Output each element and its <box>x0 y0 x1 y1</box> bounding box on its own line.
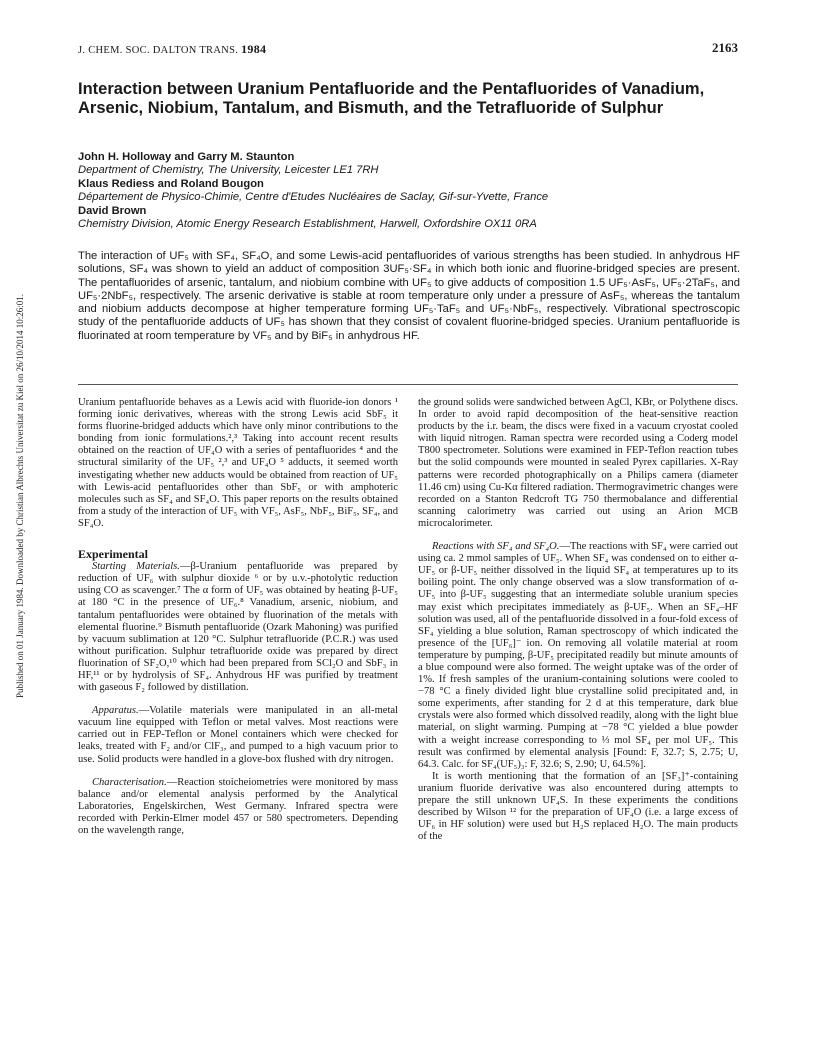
experimental-heading: Experimental <box>78 547 148 562</box>
journal-year: 1984 <box>241 42 267 56</box>
author-affiliation: Chemistry Division, Atomic Energy Research Establishment, Harwell, Oxfordshire OX11 0RA <box>78 218 537 231</box>
characterisation-paragraph <box>78 777 398 837</box>
author-names: John H. Holloway and Garry M. Staunton <box>78 151 295 163</box>
page-number: 2163 <box>712 40 738 55</box>
journal-title: J. CHEM. SOC. DALTON TRANS. <box>78 45 239 56</box>
author-block <box>78 151 738 231</box>
characterisation-text: —Reaction stoicheiometries were monitored by mass balance and/or elemental analysis performed by the Analytical Laboratories, Engelskirchen, West Germany. Infrared spectra were recorded with Perkin-Elmer model 457 or 580 spectrometers. Depending on the wavelength range, <box>78 776 398 836</box>
author-affiliation: Département de Physico-Chimie, Centre d'Etudes Nucléaires de Saclay, Gif-sur-Yvette, France <box>78 191 549 204</box>
reactions-text: —The reactions with SF₄ were carried out using ca. 2 mmol samples of UF₅. When SF₄ was condensed on to either α-UF₅ or β-UF₅ neither dissolved in the liquid SF₄ at temperatures up to its boiling point. The only change observed was a slow transformation of α-UF₅ into β-UF₅ suggesting that an intermediate soluble uranium species may exist which precipitates immediately as β-UF₅. When an SF₄–HF solution was used, all of the pentafluoride dissolved in a four-fold excess of SF₄ yielding a blue solution, Raman spectroscopy of which indicated the presence of the [UF₆]⁻ ion. On removing all volatile material at room temperature by pumping, β-UF₅ precipitated readily but minute amounts of a blue compound were also formed. The weight uptake was of the order of 1%. If fresh samples of the uranium-containing solutions were cooled to −78 °C a finely divided light blue crystalline solid precipitated and, in some experiments, after standing for 2 d at this temperature, dark blue crystals were also formed which dissolved readily, along with the light blue material, on slight warming. Pumping at −78 °C yielded a blue powder with a weight increase corresponding to ⅓ mol SF₄ per mol UF₅. This result was confirmed by elemental analysis [Found: F, 32.7; S, 2.75; U, 64.3. Calc. for SF₄(UF₅)₃: F, 32.6; S, 2.90; U, 64.5%]. <box>418 541 738 770</box>
apparatus-label: Apparatus. <box>92 705 139 717</box>
starting-materials-label: Starting Materials. <box>92 561 180 573</box>
download-notice: Published on 01 January 1984. Downloaded by Christian Albrechts Universitat zu Kiel on 26/10/2014 10:26:01. <box>15 294 25 698</box>
apparatus-paragraph <box>78 705 398 765</box>
introduction-paragraph: Uranium pentafluoride behaves as a Lewis acid with fluoride-ion donors ¹ forming ionic derivatives, whereas with the strong Lewis acid SbF₅ it forms fluorine-bridged adducts which have only minor contributions to the bonding from ionic formulations.²,³ Taking into account recent results obtained on the reaction of UF₄O with a series of pentafluorides ⁴ and the structural similarity of the UF₅ ²,³ and UF₄O ⁵ adducts, it seemed worth investigating whether new adducts would be obtained from reaction of UF₅ with Lewis-acid pentafluorides other than SbF₅ or with amphoteric molecules such as SF₄ and SF₄O. This paper reports on the results obtained from a study of the interaction of UF₅ with VF₅, AsF₅, NbF₅, BiF₅, SF₄, and SF₄O. <box>78 397 398 529</box>
starting-materials-text: —β-Uranium pentafluoride was prepared by reduction of UF₆ with sulphur dioxide ⁶ or by u.v.-photolytic reduction using CO as scavenger.⁷ The α form of UF₅ was obtained by heating β-UF₅ at 180 °C in the presence of UF₆.⁸ Vanadium, arsenic, niobium, and tantalum pentafluorides were obtained by fluorination of the metals with elemental fluorine.⁹ Bismuth pentafluoride (Ozark Mahoning) was purified by vacuum sublimation at 120 °C. Sulphur tetrafluoride (P.C.R.) was used without purification. Sulphur tetrafluoride oxide was prepared by direct fluorination of SF₂O,¹⁰ which had been prepared from SCl₂O and SbF₃ in HF,¹¹ or by hydrolysis of SF₄. Anhydrous HF was purified by treatment with gaseous F₂ followed by distillation. <box>78 561 398 694</box>
apparatus-text: —Volatile materials were manipulated in an all-metal vacuum line equipped with Teflon or metal valves. Most reactions were carried out in FEP-Teflon or Monel containers which were checked for leaks, treated with F₂ and/or ClF₃, and pumped to a high vacuum prior to use. Solid products were handled in a glove-box flushed with dry nitrogen. <box>78 705 398 765</box>
characterisation-label: Characterisation. <box>92 776 167 788</box>
author-names: David Brown <box>78 204 147 217</box>
reactions-paragraph <box>418 541 738 771</box>
author-names: Klaus Rediess and Roland Bougon <box>78 177 264 190</box>
abstract: The interaction of UF₅ with SF₄, SF₄O, and some Lewis-acid pentafluorides of various strengths has been studied. In anhydrous HF solutions, SF₄ was shown to yield an adduct of composition 3UF₅·SF₄ in which both ionic and fluorine-bridged species are present. The pentafluorides of arsenic, tantalum, and niobium combine with UF₅ to give adducts of composition 1.5 UF₅·AsF₅, UF₅·2TaF₅, and UF₅·2NbF₅, respectively. The arsenic derivative is stable at room temperature only under a pressure of AsF₅, whereas the tantalum and niobium adducts decompose at higher temperature forming UF₅·TaF₅ and UF₅·NbF₅, respectively. Vibrational spectroscopic study of the pentafluoride adducts of UF₅ has shown that they consist of covalent fluorine-bridged species. Uranium pentafluoride is fluorinated at room temperature by VF₅ and by BiF₅ in anhydrous HF. <box>78 250 740 342</box>
running-header <box>78 40 738 56</box>
author-affiliation: Department of Chemistry, The University, Leicester LE1 7RH <box>78 164 379 177</box>
sf3-paragraph: It is worth mentioning that the formation of an [SF₃]⁺-containing uranium fluoride derivative was also encountered during attempts to prepare the still unknown UF₄S. In these experiments the conditions described by Wilson ¹² for the preparation of UF₄O (i.e. a large excess of UF₆ in HF solution) were used but H₂S replaced H₂O. The main products of the <box>418 770 738 843</box>
journal-name <box>78 42 266 57</box>
right-column <box>418 397 738 843</box>
methods-continuation-paragraph: the ground solids were sandwiched between AgCl, KBr, or Polythene discs. In order to avoid rapid decomposition of the heat-sensitive reaction products by the i.r. beam, the discs were fixed in a vacuum cryostat cooled with liquid nitrogen. Raman spectra were recorded using a Coderg model T800 spectrometer. Solutions were examined in FEP-Teflon reaction tubes but the solid compounds were mounted in sealed Pyrex capillaries. X-Ray patterns were recorded photographically on a Philips camera (diameter 11.46 cm) using Cu-Kα filtered radiation. Thermogravimetric changes were recorded on a Stanton Redcroft TG 750 thermobalance and differential scanning calorimetry was carried out using an Arion MCB microcalorimeter. <box>418 397 738 529</box>
left-column <box>78 397 398 837</box>
section-divider <box>78 384 738 385</box>
starting-materials-paragraph <box>78 561 398 694</box>
download-watermark <box>4 140 25 700</box>
reactions-label: Reactions with SF₄ and SF₄O. <box>432 541 560 553</box>
article-title: Interaction between Uranium Pentafluoride and the Pentafluorides of Vanadium, Arsenic, Niobium, Tantalum, and Bismuth, and the Tetrafluoride of Sulphur <box>78 80 705 117</box>
